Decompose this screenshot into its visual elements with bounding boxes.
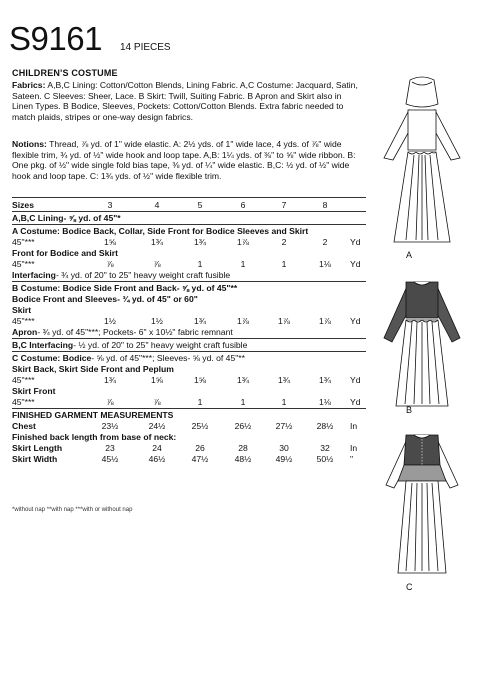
- row-value: 28: [238, 443, 248, 453]
- view-b-illustration: [372, 270, 472, 430]
- yardage-line-text: FINISHED GARMENT MEASUREMENTS: [12, 410, 174, 420]
- yardage-row: [12, 316, 366, 327]
- row-value: 1: [197, 259, 203, 269]
- yardage-line: [12, 432, 176, 443]
- row-value: 46½: [148, 454, 166, 464]
- row-value: 30: [279, 443, 289, 453]
- row-value: 1⅛: [319, 397, 331, 407]
- notions-paragraph: [12, 139, 364, 181]
- row-value: 1⅛: [319, 259, 331, 269]
- yardage-line-text: - ⅝ yd. of 45"***; Sleeves- ⅝ yd. of 45"**: [91, 353, 245, 363]
- yardage-line: [12, 213, 121, 224]
- yardage-line-text: A Costume: Bodice Back, Collar, Side Front for Bodice Sleeves and Skirt: [12, 226, 309, 236]
- row-value: 1¾: [319, 375, 331, 385]
- yardage-line: [12, 305, 31, 316]
- row-unit: In: [350, 443, 358, 453]
- row-value: 1¾: [194, 237, 206, 247]
- row-value: 1: [281, 259, 287, 269]
- row-unit: ": [350, 454, 354, 464]
- row-value: 45½: [101, 454, 119, 464]
- row-value: ⅞: [153, 259, 161, 269]
- yardage-line-text: - ½ yd. of 20" to 25" heavy weight craft fusible: [73, 340, 248, 350]
- view-a-bodice: [408, 110, 436, 150]
- row-value: 1¾: [104, 375, 116, 385]
- fabrics-paragraph: [12, 80, 364, 122]
- row-value: ⅞: [106, 259, 114, 269]
- yardage-line-prefix: Interfacing: [12, 270, 56, 280]
- yardage-line: [12, 248, 118, 259]
- sizes-label: Sizes: [12, 200, 34, 210]
- view-a-illustration: [372, 70, 472, 250]
- yardage-row: [12, 237, 366, 248]
- yardage-line: [12, 364, 174, 375]
- row-label: Skirt Width: [12, 454, 58, 464]
- row-label: 45"***: [12, 259, 35, 269]
- row-value: 1⅝: [194, 375, 206, 385]
- row-value: 32: [320, 443, 330, 453]
- nap-footnote: *without nap **with nap ***with or without nap: [12, 507, 133, 513]
- yardage-line: [12, 294, 198, 305]
- pattern-number: S9161: [9, 20, 102, 57]
- row-value: 23: [105, 443, 115, 453]
- piece-count: 14 PIECES: [120, 42, 171, 53]
- row-label: Skirt Length: [12, 443, 63, 453]
- row-value: ⅞: [153, 397, 161, 407]
- yardage-line: [12, 410, 173, 421]
- row-value: 26½: [234, 421, 252, 431]
- row-value: 27½: [275, 421, 293, 431]
- row-unit: Yd: [350, 375, 361, 385]
- size-value: 5: [197, 200, 203, 210]
- size-value: 8: [322, 200, 328, 210]
- row-value: 1½: [104, 316, 116, 326]
- section-divider: [12, 408, 366, 409]
- view-b-bodice: [406, 282, 438, 318]
- row-label: Chest: [12, 421, 36, 431]
- category-heading: CHILDREN'S COSTUME: [12, 68, 118, 78]
- yardage-line: [12, 340, 247, 351]
- fabrics-label: Fabrics:: [12, 80, 46, 90]
- row-value: 1¾: [194, 316, 206, 326]
- section-divider: [12, 351, 366, 352]
- size-value: 3: [107, 200, 113, 210]
- row-unit: Yd: [350, 237, 361, 247]
- row-value: 1¾: [151, 237, 163, 247]
- yardage-line: [12, 327, 233, 338]
- row-value: 1⅞: [278, 316, 290, 326]
- row-value: 48½: [234, 454, 252, 464]
- row-unit: Yd: [350, 397, 361, 407]
- sizes-row: [12, 200, 366, 211]
- row-value: 1¾: [237, 375, 249, 385]
- row-label: 45"***: [12, 237, 35, 247]
- row-value: 1⅞: [237, 316, 249, 326]
- row-label: 45"***: [12, 316, 35, 326]
- row-value: 47½: [191, 454, 209, 464]
- row-value: 1¾: [278, 375, 290, 385]
- fabrics-text: A,B,C Lining: Cotton/Cotton Blends, Lining Fabric. A,C Costume: Jacquard, Satin, Sateen. C Sleeves: Sheer, Lace. B Skirt: Twill, Suiting Fabric. B Apron and Skirt also in Linen Types. B Bodice, Sleeves, Pockets: Cotton/Cotton Blends. Extra fabric needed to match plaids, stripes or one-way design fabrics.: [12, 80, 358, 122]
- row-unit: Yd: [350, 259, 361, 269]
- yardage-row: [12, 397, 366, 408]
- row-value: 49½: [275, 454, 293, 464]
- yardage-line: [12, 386, 55, 397]
- row-value: 1: [240, 397, 246, 407]
- row-value: 1⅝: [151, 375, 163, 385]
- row-value: ⅞: [106, 397, 114, 407]
- row-value: 23½: [101, 421, 119, 431]
- row-value: 1½: [151, 316, 163, 326]
- notions-label: Notions:: [12, 139, 47, 149]
- yardage-line-text: Skirt: [12, 305, 32, 315]
- section-divider: [12, 281, 366, 282]
- row-value: 26: [195, 443, 205, 453]
- size-value: 4: [154, 200, 160, 210]
- section-divider: [12, 338, 366, 339]
- yardage-line: [12, 353, 245, 364]
- view-a-collar: [406, 77, 438, 107]
- yardage-row: [12, 375, 366, 386]
- yardage-line-text: Front for Bodice and Skirt: [12, 248, 118, 258]
- yardage-line-prefix: Apron: [12, 327, 38, 337]
- row-unit: In: [350, 421, 358, 431]
- yardage-row: [12, 259, 366, 270]
- row-value: 2: [322, 237, 328, 247]
- yardage-line-text: Skirt Front: [12, 386, 56, 396]
- row-value: 2: [281, 237, 287, 247]
- yardage-line-text: - ¾ yd. of 20" to 25" heavy weight craft fusible: [55, 270, 231, 280]
- yardage-line-text: A,B,C Lining- ⅝ yd. of 45"*: [12, 213, 121, 223]
- yardage-line-text: Skirt Back, Skirt Side Front and Peplum: [12, 364, 174, 374]
- yardage-line-text: - ¾ yd. of 45"***; Pockets- 6" x 10½" fabric remnant: [37, 327, 233, 337]
- section-divider: [12, 211, 366, 212]
- yardage-line-prefix: C Costume: Bodice: [12, 353, 92, 363]
- row-value: 50½: [316, 454, 334, 464]
- section-divider: [12, 197, 366, 198]
- yardage-line: [12, 270, 230, 281]
- view-c-illustration: [372, 425, 472, 580]
- row-value: 24: [152, 443, 162, 453]
- view-a-label: A: [406, 250, 413, 260]
- row-value: 25½: [191, 421, 209, 431]
- row-unit: Yd: [350, 316, 361, 326]
- row-value: 1: [240, 259, 246, 269]
- notions-text: Thread, ⅞ yd. of 1" wide elastic. A: 2½ yds. of 1" wide lace, 4 yds. of ⅞" wide flexible trim, ¾ yd. of ½" wide hook and loop tape. A,B: 1¼ yds. of ⅜" to ⅝" wide ribbon. B: One pkg. of ½" wide single fold bias tape, ⅜ yd. of ¼" wide elastic. B,C: ½ yd. of ½" wide hook and loop tape. C: 1¾ yds. of ½" wide flexible trim.: [12, 139, 356, 181]
- row-value: 1: [197, 397, 203, 407]
- yardage-line-text: Bodice Front and Sleeves- ¾ yd. of 45" or 60": [12, 294, 198, 304]
- yardage-line-text: B Costume: Bodice Side Front and Back- ⅝ yd. of 45"**: [12, 283, 238, 293]
- row-value: 24½: [148, 421, 166, 431]
- view-c-peplum: [398, 465, 446, 481]
- yardage-line-text: Finished back length from base of neck:: [12, 432, 177, 442]
- yardage-row: [12, 443, 366, 454]
- yardage-row: [12, 421, 366, 432]
- view-c-label: C: [406, 582, 413, 592]
- section-divider: [12, 224, 366, 225]
- row-value: 28½: [316, 421, 334, 431]
- row-value: 1⅞: [237, 237, 249, 247]
- yardage-line: [12, 283, 237, 294]
- row-label: 45"***: [12, 397, 35, 407]
- yardage-line: [12, 226, 308, 237]
- view-b-label: B: [406, 405, 413, 415]
- size-value: 6: [240, 200, 246, 210]
- row-label: 45"***: [12, 375, 35, 385]
- row-value: 1: [281, 397, 287, 407]
- row-value: 1⅞: [319, 316, 331, 326]
- yardage-line-prefix: B,C Interfacing: [12, 340, 74, 350]
- row-value: 1⅝: [104, 237, 116, 247]
- yardage-row: [12, 454, 366, 465]
- size-value: 7: [281, 200, 287, 210]
